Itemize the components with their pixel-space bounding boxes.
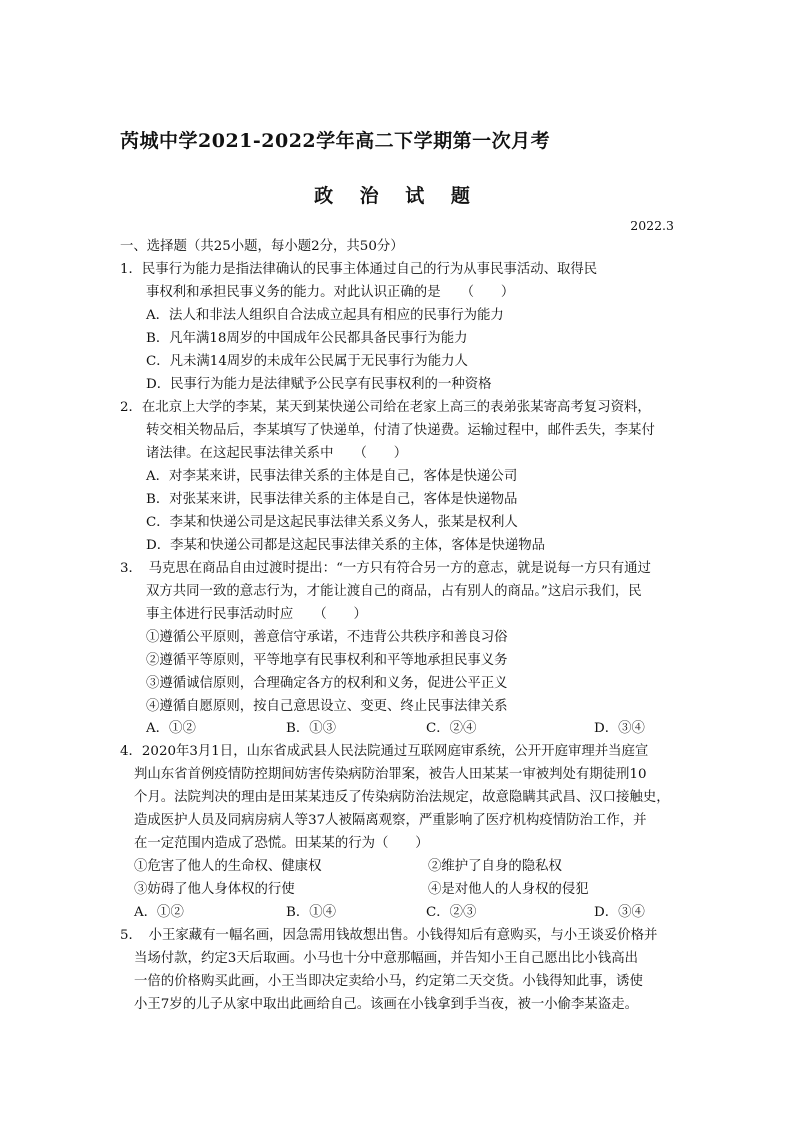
q3-choice-a: A．①② (146, 721, 196, 736)
q5-line: 当场付款，约定3天后取画。小马也十分中意那幅画，并告知小王自己愿出比小钱高出 (134, 951, 638, 966)
q2-option: D．李某和快递公司都是这起民事法律关系的主体，客体是快递物品 (146, 538, 546, 553)
q3-statement: ④遵循自愿原则，按自己意思设立、变更、终止民事法律关系 (146, 699, 508, 714)
exam-date: 2022.3 (630, 218, 674, 233)
q4-choice-d: D．③④ (594, 905, 645, 920)
q3-choice-b: B．①③ (286, 721, 337, 736)
q2-line: 诸法律。在这起民事法律关系中 （ ） (146, 446, 408, 461)
q1-line: 1．民事行为能力是指法律确认的民事主体通过自己的行为从事民事活动、取得民 (120, 262, 598, 277)
q4-line: 个月。法院判决的理由是田某某违反了传染病防治法规定，故意隐瞒其武昌、汉口接触史， (134, 790, 670, 805)
q2-option: A．对李某来讲，民事法律关系的主体是自己，客体是快递公司 (146, 469, 518, 484)
q4-statement: ④是对他人的人身权的侵犯 (428, 882, 589, 897)
q4-line: 判山东省首例疫情防控期间妨害传染病防治罪案，被告人田某某一审被判处有期徒刑10 (134, 767, 647, 782)
q3-line: 3． 马克思在商品自由过渡时提出：“一方只有符合另一方的意志，就是说每一方只有通过 (120, 561, 651, 576)
q4-line: 在一定范围内造成了恐慌。田某某的行为（ ） (134, 836, 429, 851)
q2-option: B．对张某来讲，民事法律关系的主体是自己，客体是快递物品 (146, 492, 518, 507)
q4-statement: ③妨碍了他人身体权的行使 (134, 882, 295, 897)
q2-line: 转交相关物品后，李某填写了快递单，付清了快递费。运输过程中，邮件丢失，李某付 (146, 423, 655, 438)
q2-option: C．李某和快递公司是这起民事法律关系义务人，张某是权利人 (146, 515, 518, 530)
section-heading: 一、选择题（共25小题，每小题2分，共50分） (120, 239, 404, 254)
q3-choice-c: C．②④ (426, 721, 477, 736)
q1-option: B．凡年满18周岁的中国成年公民都具备民事行为能力 (146, 331, 468, 346)
q3-statement: ②遵循平等原则，平等地享有民事权利和平等地承担民事义务 (146, 653, 508, 668)
q5-line: 小王7岁的儿子从家中取出此画给自己。该画在小钱拿到手当夜，被一小偷李某盗走。 (134, 997, 638, 1012)
q1-option: C．凡未满14周岁的未成年公民属于无民事行为能力人 (146, 354, 468, 369)
q4-choice-b: B．①④ (286, 905, 337, 920)
q1-option: D．民事行为能力是法律赋予公民享有民事权利的一种资格 (146, 377, 492, 392)
q4-line: 造成医护人员及同病房病人等37人被隔离观察，严重影响了医疗机构疫情防治工作，并 (134, 813, 647, 828)
exam-subtitle: 政 治 试 题 (314, 185, 480, 207)
q4-line: 4．2020年3月1日，山东省成武县人民法院通过互联网庭审系统，公开开庭审理并当庭宣 (120, 744, 649, 759)
q1-option: A．法人和非法人组织自合法成立起具有相应的民事行为能力 (146, 308, 504, 323)
q5-line: 5． 小王家藏有一幅名画，因急需用钱故想出售。小钱得知后有意购买，与小王谈妥价格并 (120, 928, 658, 943)
q5-line: 一倍的价格购买此画，小王当即决定卖给小马，约定第二天交货。小钱得知此事，诱使 (134, 974, 643, 989)
q3-choice-d: D．③④ (594, 721, 645, 736)
q2-line: 2．在北京上大学的李某，某天到某快递公司给在老家上高三的表弟张某寄高考复习资料， (120, 400, 651, 415)
q3-line: 事主体进行民事活动时应 （ ） (146, 607, 367, 622)
q4-statement: ①危害了他人的生命权、健康权 (134, 859, 322, 874)
q3-statement: ①遵循公平原则，善意信守承诺，不违背公共秩序和善良习俗 (146, 630, 508, 645)
q1-line: 事权利和承担民事义务的能力。对此认识正确的是 （ ） (146, 285, 515, 300)
q3-statement: ③遵循诚信原则，合理确定各方的权利和义务，促进公平正义 (146, 676, 508, 691)
q4-choice-a: A．①② (134, 905, 184, 920)
q3-line: 双方共同一致的意志行为，才能让渡自己的商品，占有别人的商品。”这启示我们，民 (146, 584, 642, 599)
q4-statement: ②维护了自身的隐私权 (428, 859, 562, 874)
exam-title: 芮城中学2021-2022学年高二下学期第一次月考 (120, 130, 551, 152)
q4-choice-c: C．②③ (426, 905, 477, 920)
